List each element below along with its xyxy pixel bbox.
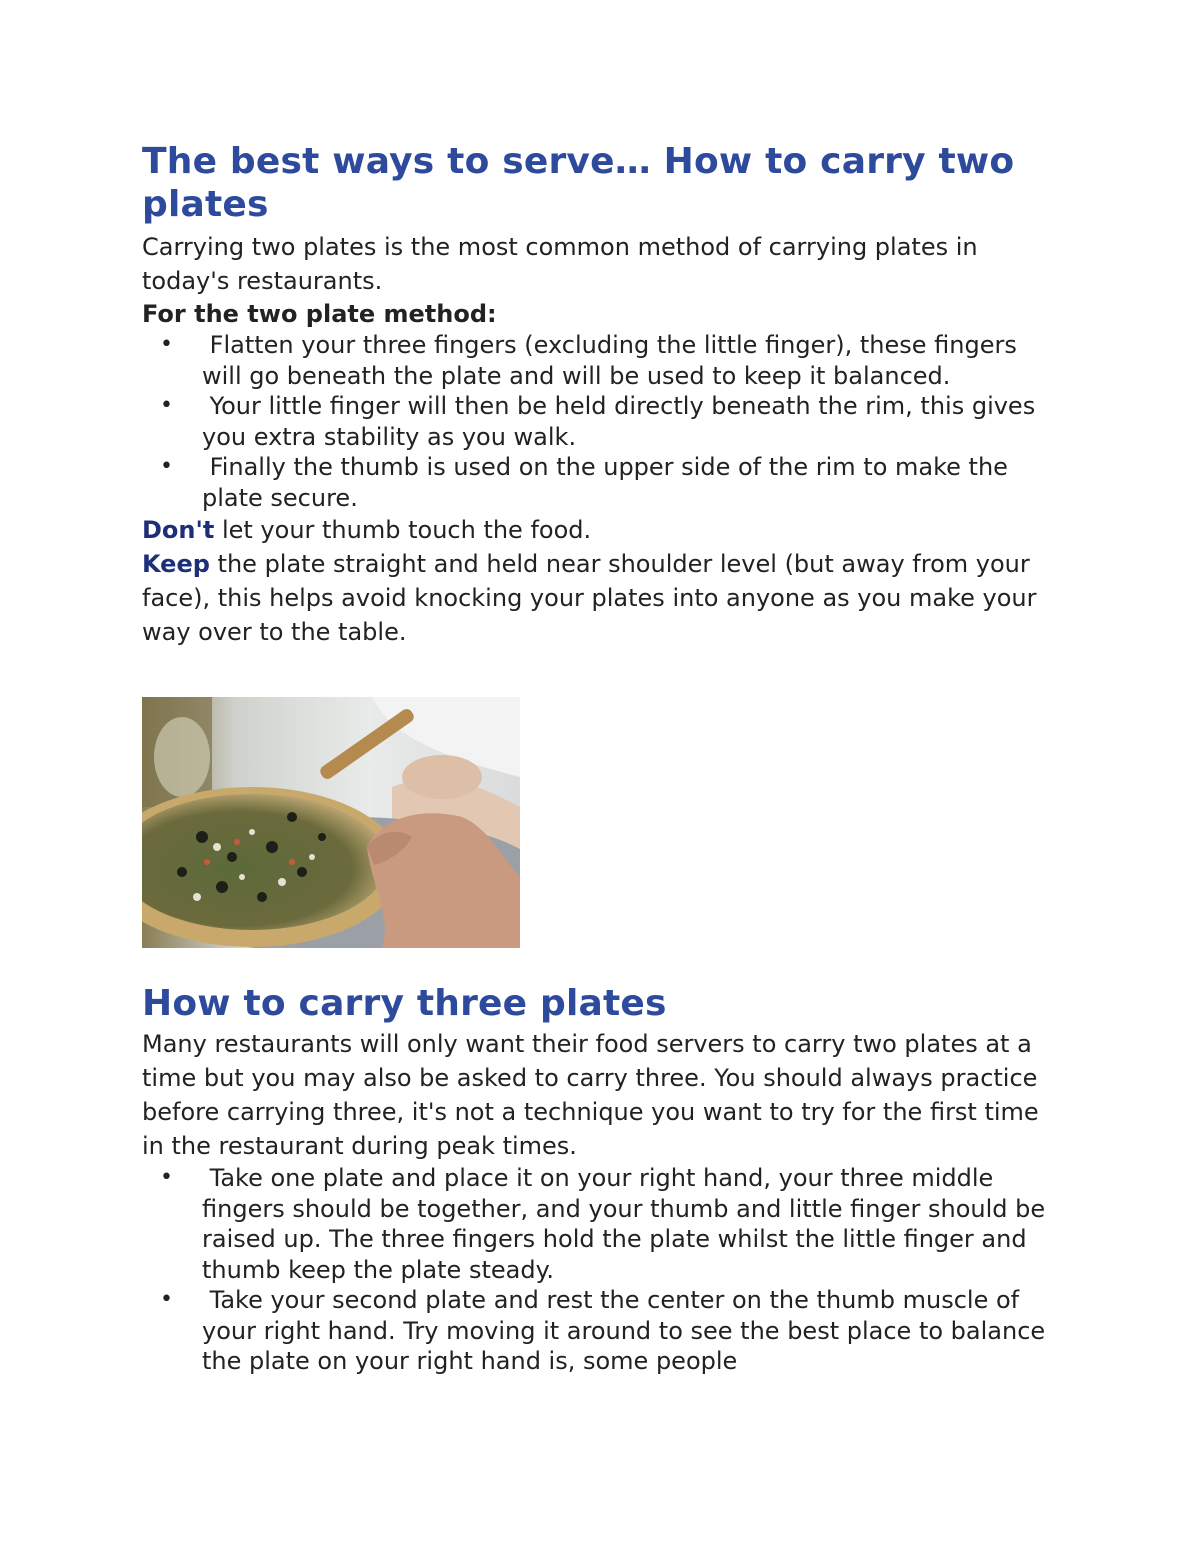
dont-text: let your thumb touch the food. — [214, 516, 592, 544]
keep-keyword: Keep — [142, 550, 210, 578]
list-item — [142, 452, 1062, 513]
list-item-text: Your little finger will then be held directly beneath the rim, this gives you extra stability as you walk. — [202, 392, 1043, 451]
method-subheading: For the two plate method: — [142, 300, 497, 328]
list-item — [142, 330, 1062, 391]
bullet-icon: • — [160, 1287, 173, 1312]
list-item-text: Take your second plate and rest the center on the thumb muscle of your right hand. Try moving it around to see the best place to balance the plate on your right hand is, some people — [202, 1286, 1053, 1375]
section-heading-two-plates: The best ways to serve… How to carry two plates — [142, 141, 1015, 225]
bullet-icon: • — [160, 393, 173, 418]
dont-keyword: Don't — [142, 516, 215, 544]
two-plate-steps-list — [142, 330, 1062, 513]
keep-text: the plate straight and held near shoulder level (but away from your face), this helps avoid knocking your plates into anyone as you make your way over to the table. — [142, 550, 1037, 646]
document-page — [142, 140, 1062, 1377]
bullet-icon: • — [160, 332, 173, 357]
bullet-icon: • — [160, 454, 173, 479]
section-heading-three-plates: How to carry three plates — [142, 983, 667, 1024]
bullet-icon: • — [160, 1165, 173, 1190]
list-item-text: Take one plate and place it on your right hand, your three middle fingers should be together, and your thumb and little finger should be raised up. The three fingers hold the plate whilst the little finger and thumb keep the plate steady. — [202, 1164, 1053, 1284]
list-item-text: Flatten your three fingers (excluding the little finger), these fingers will go beneath the plate and will be used to keep it balanced. — [202, 331, 1025, 390]
three-plates-intro-paragraph: Many restaurants will only want their food servers to carry two plates at a time but you may also be asked to carry three. You should always practice before carrying three, it's not a technique you want to try for the first time in the restaurant during peak times. — [142, 1030, 1039, 1160]
keep-paragraph — [142, 547, 1062, 649]
intro-paragraph: Carrying two plates is the most common method of carrying plates in today's restaurants. — [142, 233, 978, 295]
list-item — [142, 1285, 1062, 1377]
dont-paragraph — [142, 513, 1062, 547]
list-item-text: Finally the thumb is used on the upper side of the rim to make the plate secure. — [202, 453, 1016, 512]
pizza-serving-photo — [142, 697, 520, 948]
list-item — [142, 1163, 1062, 1285]
list-item — [142, 391, 1062, 452]
three-plate-steps-list — [142, 1163, 1062, 1377]
